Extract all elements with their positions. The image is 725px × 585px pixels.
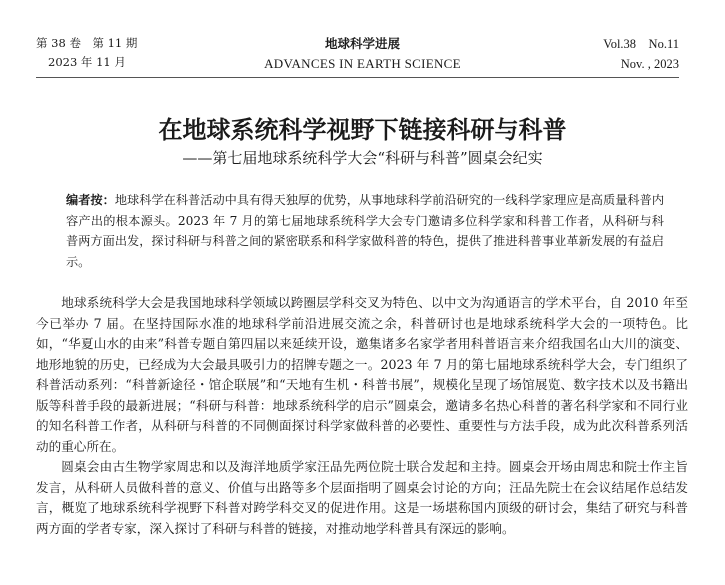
journal-name-en: ADVANCES IN EARTH SCIENCE <box>264 56 461 71</box>
body-paragraph-1: 地球系统科学大会是我国地球科学领域以跨圈层学科交叉为特色、以中文为沟通语言的学术平台，自 2010 年至今已举办 7 届。在坚持国际水准的地球科学前沿进展交流之余，科普研讨也是地球系统科学大会的一项特色。比如，“华夏山水的由来”科普专题自第四届以来延续开设，邀集诸多名家学者用科普语言来介绍我国名山大川的演变、地形地貌的历史，已经成为大会最具吸引力的招牌专题之一。2023 年 7 月的第七届地球系统科学大会，专门组织了科普活动系列：“科普新途径・馆企联展”和“天地有生机・科普书展”，规模化呈现了场馆展览、数字技术以及书籍出版等科普手段的最新进展；“科研与科普：地球系统科学的启示”圆桌会，邀请多名热心科普的著名科学家和不同行业的知名科普工作者，从科研与科普的不同侧面探讨科学家做科普的必要性、重要性与方法手段，成为此次科普系列活动的重心所在。 <box>36 295 688 454</box>
date-en: Nov. , 2023 <box>620 57 679 71</box>
article-subtitle: ——第七届地球系统科学大会“科研与科普”圆桌会纪实 <box>182 149 543 167</box>
article-body <box>36 293 688 539</box>
volume-issue-cn: 第 38 卷 第 11 期 <box>36 36 138 50</box>
journal-header <box>0 0 725 88</box>
header-right <box>603 34 679 74</box>
header-divider <box>36 77 679 78</box>
editor-note-label: 编者按： <box>66 193 115 207</box>
date-cn: 2023 年 11 月 <box>48 55 126 69</box>
editor-note-text: 地球科学在科普活动中具有得天独厚的优势，从事地球科学前沿研究的一线科学家理应是高质量科普内容产出的根本源头。2023 年 7 月的第七届地球系统科学大会专门邀请多位科学家和科普工作者，从科研与科普两方面出发，探讨科研与科普之间的紧密联系和科学家做科普的特色，提供了推进科普事业革新发展的有益启示。 <box>66 193 665 269</box>
journal-name-cn: 地球科学进展 <box>324 36 400 51</box>
body-paragraph-2: 圆桌会由古生物学家周忠和以及海洋地质学家汪品先两位院士联合发起和主持。圆桌会开场由周忠和院士作主旨发言，从科研人员做科普的意义、价值与出路等多个层面指明了圆桌会讨论的方向；汪品先院士在会议结尾作总结发言，概览了地球系统科学视野下科普对跨学科交叉的促进作用。这是一场堪称国内顶级的研讨会，集结了研究与科普两方面的学者专家，深入探讨了科研与科普的链接，对推动地学科普具有深远的影响。 <box>36 459 688 536</box>
editor-note <box>66 190 664 272</box>
volume-issue-en: Vol.38 No.11 <box>603 37 679 51</box>
article-title: 在地球系统科学视野下链接科研与科普 <box>158 116 567 144</box>
